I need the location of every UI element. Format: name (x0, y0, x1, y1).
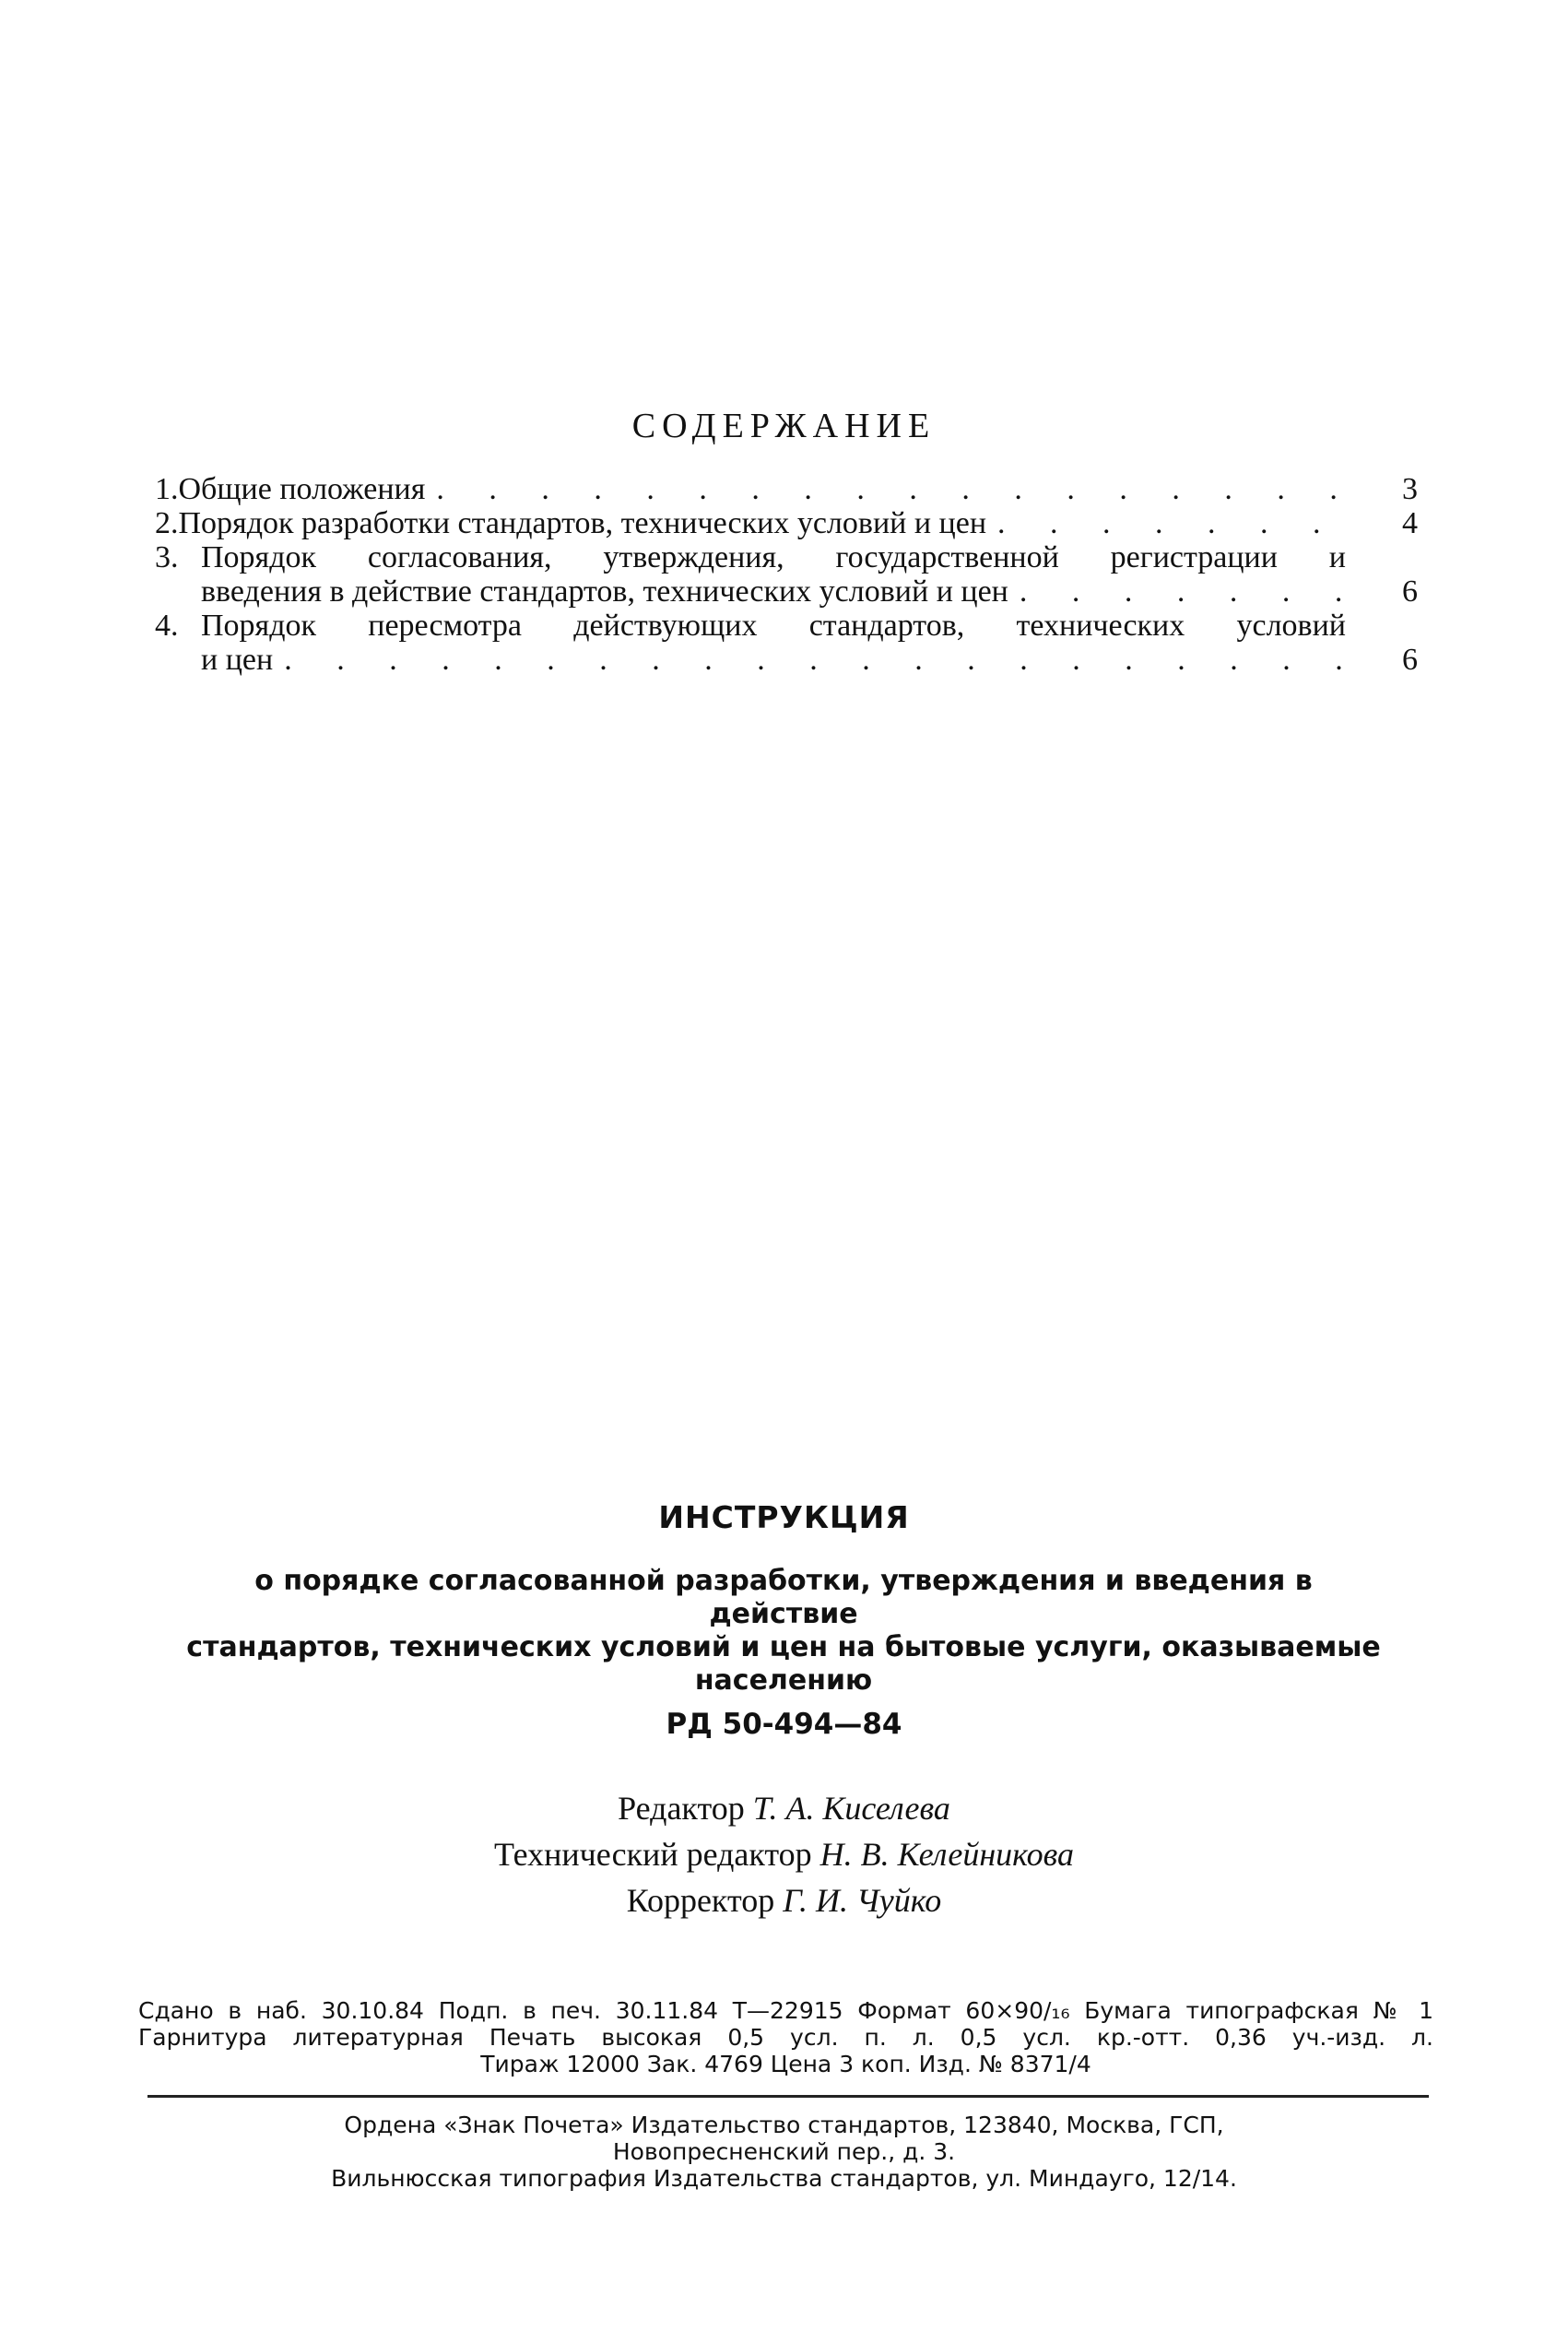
divider (147, 2095, 1429, 2098)
instruction-description-line: о порядке согласованной разработки, утверждения и введения в действие (254, 1565, 1313, 1630)
toc-entry-2[interactable] (155, 506, 1418, 540)
toc-entry-page: 6 (1402, 643, 1418, 677)
toc-entry-text: Порядок пересмотра действующих стандартов, технических условий (201, 609, 1346, 643)
publisher-line: Вильнюсская типография Издательства стандартов, ул. Миндауго, 12/14. (331, 2165, 1237, 2192)
document-code: РД 50-494—84 (666, 1708, 902, 1741)
publisher-line: Новопресненский пер., д. 3. (612, 2138, 956, 2165)
toc-entry-4[interactable] (155, 609, 1418, 677)
toc-entry-number: 3. (155, 540, 179, 574)
toc-dot-leader (997, 506, 1364, 540)
toc-entry-text: Общие положения (178, 472, 426, 506)
editor-role: Редактор (618, 1790, 745, 1827)
toc-entry-1[interactable] (155, 472, 1418, 506)
publisher-info (0, 2112, 1568, 2192)
toc-entry-page: 6 (1402, 574, 1418, 609)
tech-editor-role: Технический редактор (493, 1836, 812, 1873)
toc-dot-leader (436, 472, 1364, 506)
toc-entry-number: 2. (155, 506, 179, 540)
instruction-description-line: населению (694, 1664, 873, 1697)
corrector-credit (0, 1877, 1568, 1923)
instruction-description (184, 1565, 1383, 1698)
editor-name: Т. А. Киселева (752, 1790, 950, 1827)
publisher-line: Ордена «Знак Почета» Издательство стандартов, 123840, Москва, ГСП, (344, 2112, 1224, 2138)
toc-entry-number: 1. (155, 472, 179, 506)
toc-entry-text-continued: и цен (201, 643, 274, 677)
imprint-line: Гарнитура литературная Печать высокая 0,5 усл. п. л. 0,5 усл. кр.-отт. 0,36 уч.-изд. л. (138, 2024, 1433, 2051)
toc-entry-number: 4. (155, 609, 179, 643)
toc-dot-leader (284, 643, 1364, 677)
instruction-title: ИНСТРУКЦИЯ (658, 1499, 910, 1535)
imprint-line: Сдано в наб. 30.10.84 Подп. в печ. 30.11.84 Т—22915 Формат 60×90/₁₆ Бумага типографская № 1 (138, 1997, 1433, 2024)
table-of-contents (155, 472, 1418, 677)
staff-credits (0, 1785, 1568, 1923)
toc-entry-3[interactable] (155, 540, 1418, 609)
corrector-role: Корректор (626, 1882, 775, 1919)
corrector-name: Г. И. Чуйко (783, 1882, 942, 1919)
toc-entry-page: 3 (1402, 472, 1418, 506)
toc-entry-page: 4 (1402, 506, 1418, 540)
editor-credit (0, 1785, 1568, 1831)
toc-entry-text: Порядок согласования, утверждения, государственной регистрации и (201, 540, 1346, 574)
tech-editor-credit (0, 1831, 1568, 1877)
toc-entry-text-continued: введения в действие стандартов, технических условий и цен (201, 574, 1008, 609)
instruction-description-line: стандартов, технических условий и цен на бытовые услуги, оказываемые (186, 1631, 1381, 1663)
toc-entry-text: Порядок разработки стандартов, технических условий и цен (178, 506, 987, 540)
toc-dot-leader (1020, 574, 1364, 609)
imprint-line: Тираж 12000 Зак. 4769 Цена 3 коп. Изд. № 8371/4 (480, 2051, 1091, 2077)
tech-editor-name: Н. В. Келейникова (819, 1836, 1075, 1873)
toc-title: СОДЕРЖАНИЕ (631, 407, 937, 445)
print-imprint (138, 1997, 1433, 2077)
